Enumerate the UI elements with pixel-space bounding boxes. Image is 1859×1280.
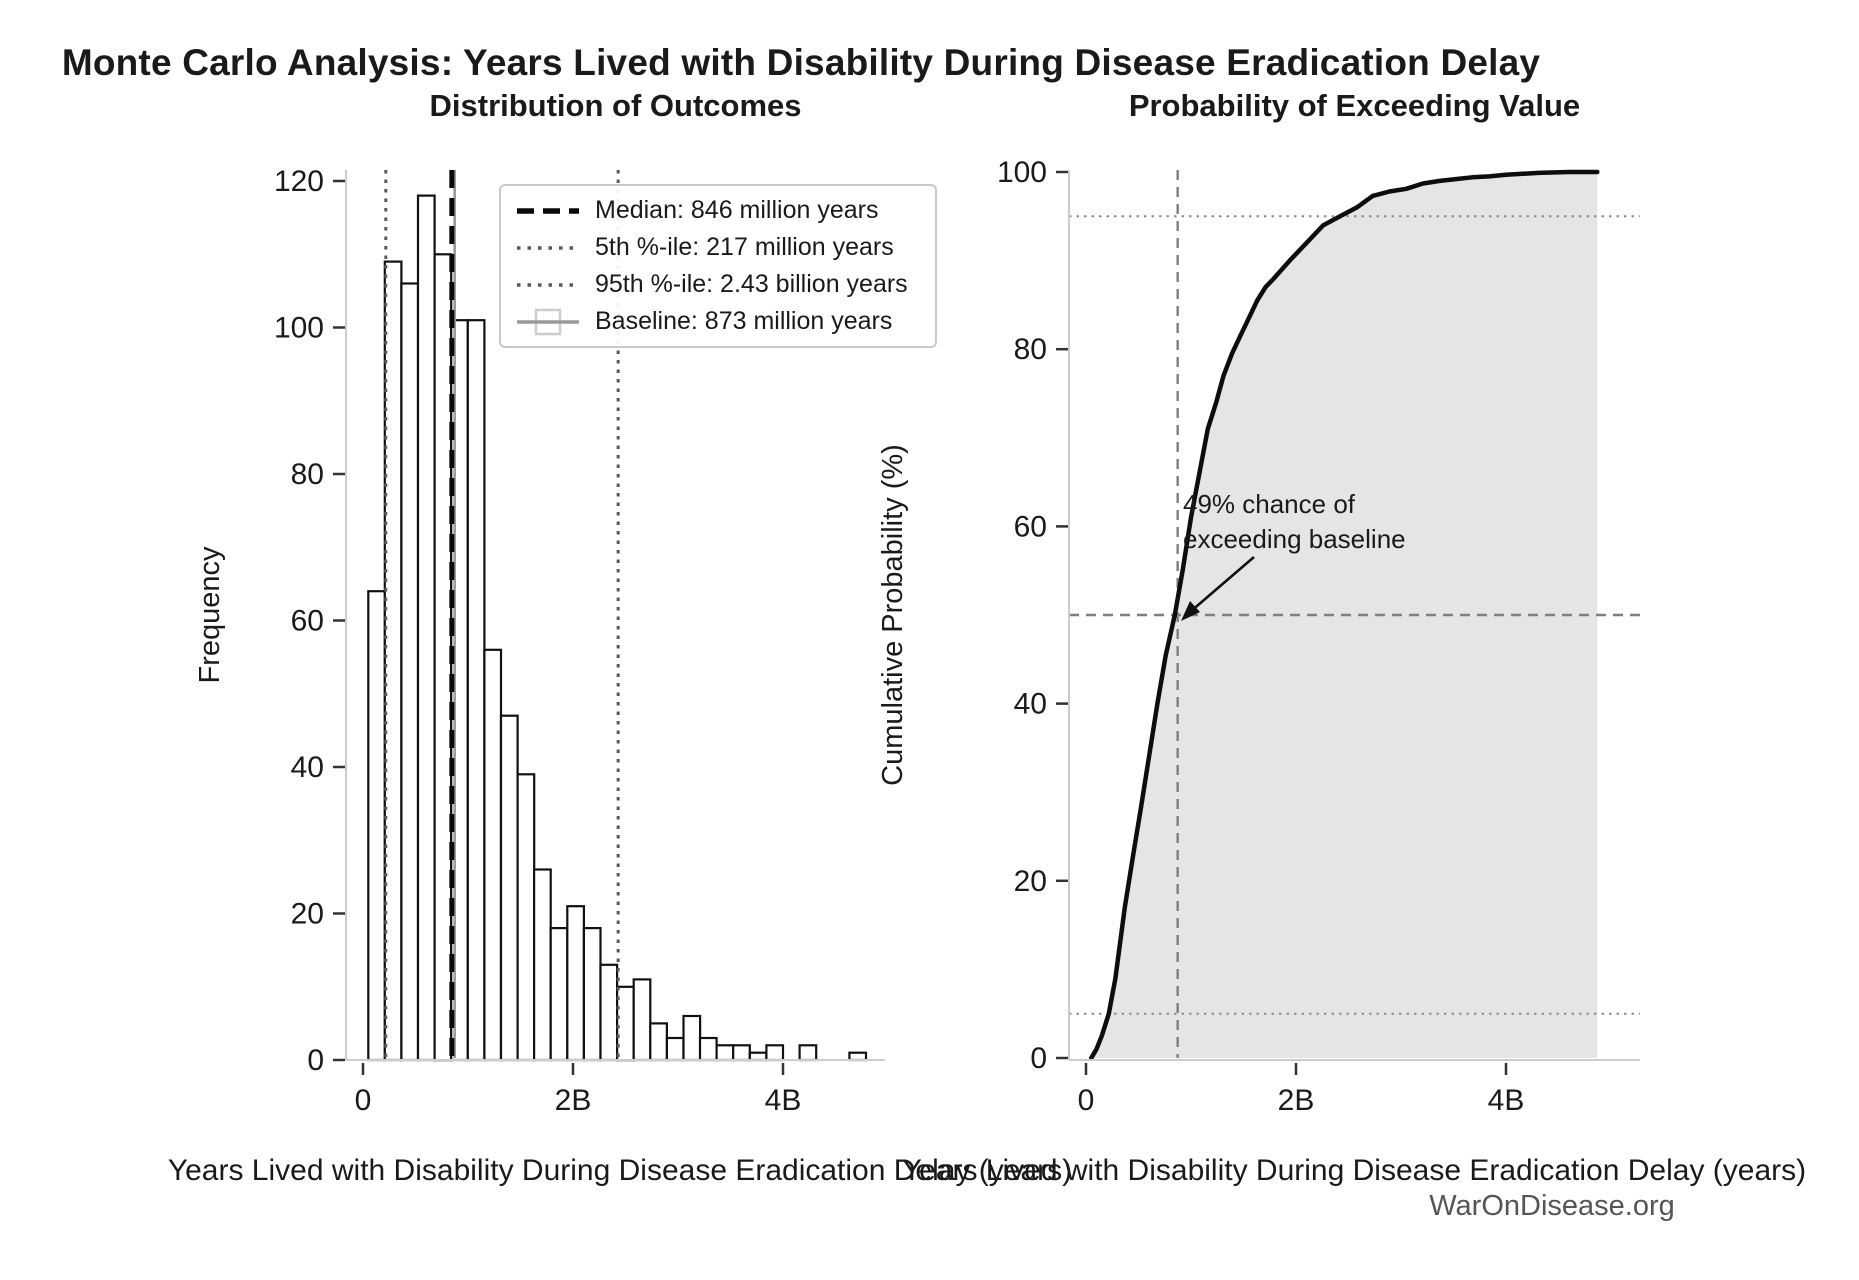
- x-axis-label-right: Years Lived with Disability During Disease Eradication Delay (years): [901, 1154, 1807, 1187]
- legend-label: Median: 846 million years: [595, 196, 879, 224]
- legend-item-p95: [515, 267, 925, 303]
- tick-label: 60: [1013, 510, 1047, 544]
- legend-label: 95th %-ile: 2.43 billion years: [595, 270, 908, 298]
- annotation-line-1: 49% chance of: [1183, 489, 1356, 519]
- annotation-exceeding-baseline: [1183, 487, 1406, 557]
- histogram-bar: [650, 1023, 667, 1060]
- histogram-bar: [584, 928, 601, 1060]
- histogram-bar: [418, 196, 435, 1060]
- tick-label: 0: [1030, 1042, 1047, 1075]
- histogram-bar: [601, 965, 618, 1060]
- histogram-bar: [667, 1038, 684, 1060]
- baseline-line-square-swatch-icon: [515, 308, 581, 336]
- histogram-bar: [551, 928, 568, 1060]
- dotted-line-swatch-icon: [515, 235, 581, 261]
- histogram-bar: [684, 1016, 701, 1060]
- histogram-bar: [484, 650, 501, 1060]
- legend-item-median: [515, 193, 925, 229]
- histogram-bar: [567, 906, 584, 1060]
- histogram-bar: [849, 1053, 866, 1060]
- tick-label: 4B: [764, 1084, 802, 1117]
- histogram-bar: [634, 979, 651, 1060]
- legend-label: 5th %-ile: 217 million years: [595, 233, 894, 261]
- tick-label: 40: [290, 751, 324, 784]
- histogram-bar: [700, 1038, 717, 1060]
- histogram-bar: [385, 262, 402, 1060]
- histogram-bar: [534, 870, 551, 1061]
- watermark-text: WarOnDisease.org: [1429, 1190, 1675, 1222]
- legend-item-p5: [515, 230, 925, 266]
- tick-label: 2B: [1277, 1084, 1315, 1117]
- legend: [499, 184, 937, 348]
- histogram-bar: [435, 254, 452, 1060]
- histogram-bar: [717, 1045, 734, 1060]
- x-axis-label-left: Years Lived with Disability During Disease Eradication Delay (years): [167, 1154, 1073, 1187]
- dotted-line-swatch-icon: [515, 272, 581, 298]
- tick-label: 80: [1013, 333, 1047, 367]
- tick-label: 100: [996, 156, 1047, 189]
- tick-label: 80: [290, 458, 324, 491]
- annotation-line-2: exceeding baseline: [1183, 524, 1406, 554]
- tick-label: 60: [290, 604, 324, 638]
- tick-label: 4B: [1487, 1084, 1525, 1117]
- histogram-bar: [368, 591, 385, 1060]
- histogram-bar: [766, 1045, 783, 1060]
- histogram-bar: [468, 320, 485, 1060]
- tick-label: 20: [290, 897, 324, 931]
- histogram-bar: [733, 1045, 750, 1060]
- histogram-bar: [501, 716, 518, 1060]
- tick-label: 0: [354, 1084, 372, 1117]
- tick-label: 120: [273, 165, 324, 198]
- tick-label: 20: [1013, 864, 1047, 898]
- subplot-title-probability: Probability of Exceeding Value: [1128, 88, 1581, 123]
- tick-label: 0: [1077, 1084, 1095, 1117]
- histogram-bar: [750, 1053, 767, 1060]
- median-dashed-line-swatch-icon: [515, 198, 581, 224]
- tick-label: 100: [273, 311, 324, 345]
- tick-label: 0: [307, 1044, 324, 1077]
- y-axis-label-cumulative-probability: Cumulative Probability (%): [877, 444, 909, 786]
- legend-label: Baseline: 873 million years: [595, 307, 893, 335]
- subplot-title-distribution: Distribution of Outcomes: [429, 88, 802, 123]
- y-axis-label-frequency: Frequency: [194, 546, 226, 684]
- histogram-bar: [800, 1045, 817, 1060]
- histogram-bar: [518, 774, 535, 1060]
- legend-item-baseline: [515, 304, 925, 340]
- main-title: Monte Carlo Analysis: Years Lived with Disability During Disease Eradication Delay: [61, 42, 1541, 83]
- tick-label: 2B: [554, 1084, 592, 1117]
- tick-label: 40: [1013, 687, 1047, 721]
- histogram-bar: [401, 284, 418, 1061]
